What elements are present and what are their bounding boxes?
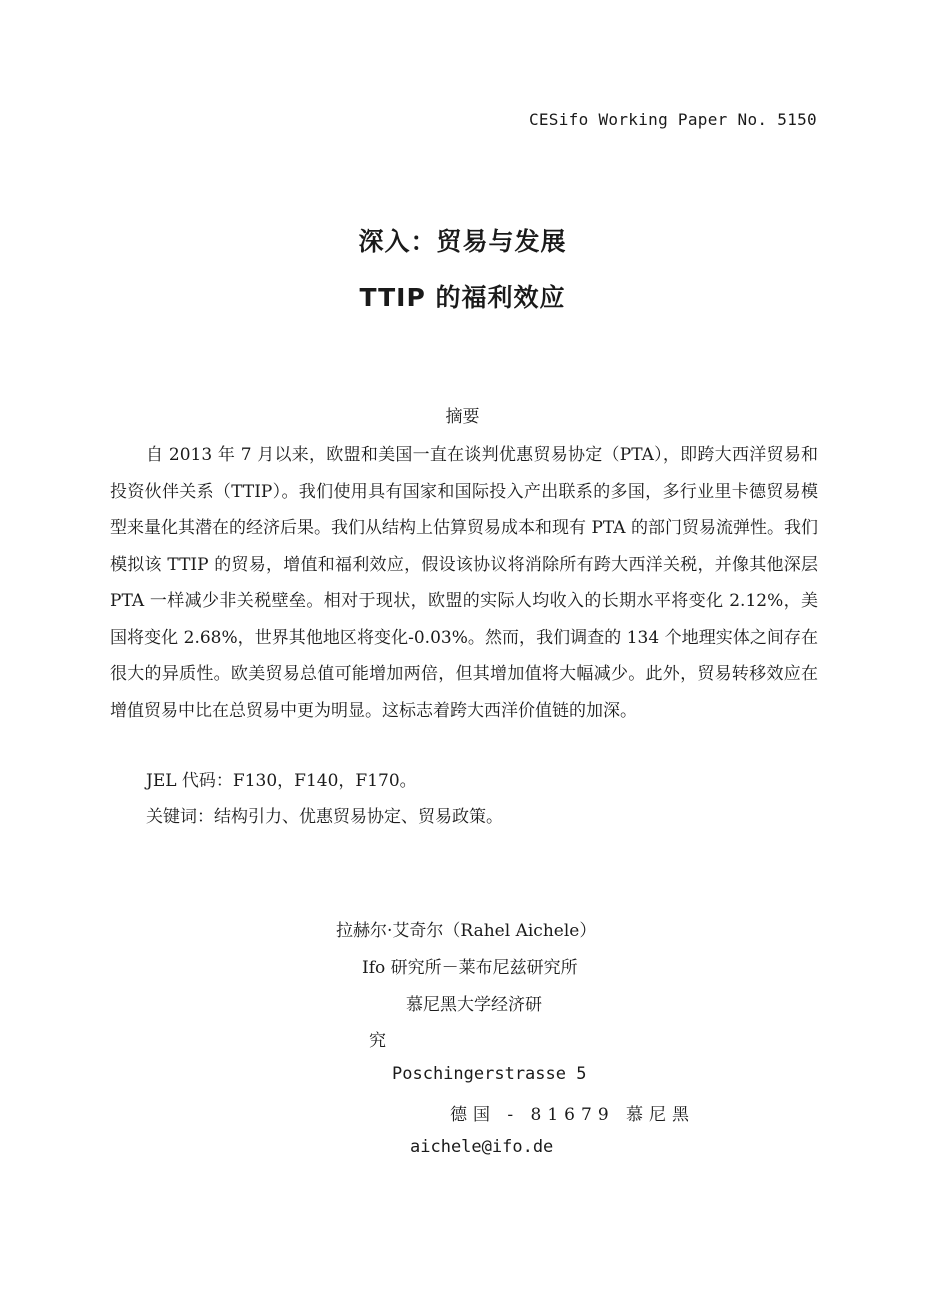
paper-subtitle: TTIP 的福利效应	[359, 283, 566, 312]
author-street: Poschingerstrasse 5	[392, 1064, 587, 1084]
author-name: 拉赫尔·艾奇尔（Rahel Aichele）	[336, 921, 597, 941]
author-email[interactable]: aichele@ifo.de	[410, 1137, 554, 1157]
author-institute: Ifo 研究所－莱布尼兹研究所	[362, 958, 578, 978]
jel-codes: JEL 代码：F130，F140，F170。	[146, 771, 417, 791]
abstract-heading: 摘要	[445, 407, 480, 427]
abstract-body: 自 2013 年 7 月以来，欧盟和美国一直在谈判优惠贸易协定（PTA），即跨大西洋贸易和投资伙伴关系（TTIP）。我们使用具有国家和国际投入产出联系的多国，多行业里卡德贸易模型来量化其潜在的经济后果。我们从结构上估算贸易成本和现有 PTA 的部门贸易流弹性。我们模拟该 TTIP 的贸易，增值和福利效应，假设该协议将消除所有跨大西洋关税，并像其他深层 PTA 一样减少非关税壁垒。相对于现状，欧盟的实际人均收入的长期水平将变化 2.12%，美国将变化 2.68%，世界其他地区将变化-0.03%。然而，我们调查的 134 个地理实体之间存在很大的异质性。欧美贸易总值可能增加两倍，但其增加值将大幅减少。此外，贸易转移效应在增值贸易中比在总贸易中更为明显。这标志着跨大西洋价值链的加深。	[110, 445, 818, 721]
author-university-continued: 究	[369, 1031, 386, 1051]
keywords: 关键词：结构引力、优惠贸易协定、贸易政策。	[146, 807, 503, 827]
working-paper-label: CESifo Working Paper No. 5150	[528, 110, 817, 129]
author-university: 慕尼黑大学经济研	[406, 995, 542, 1015]
paper-title: 深入：贸易与发展	[358, 227, 567, 256]
author-city: 德国 - 81679 慕尼黑	[450, 1105, 696, 1125]
